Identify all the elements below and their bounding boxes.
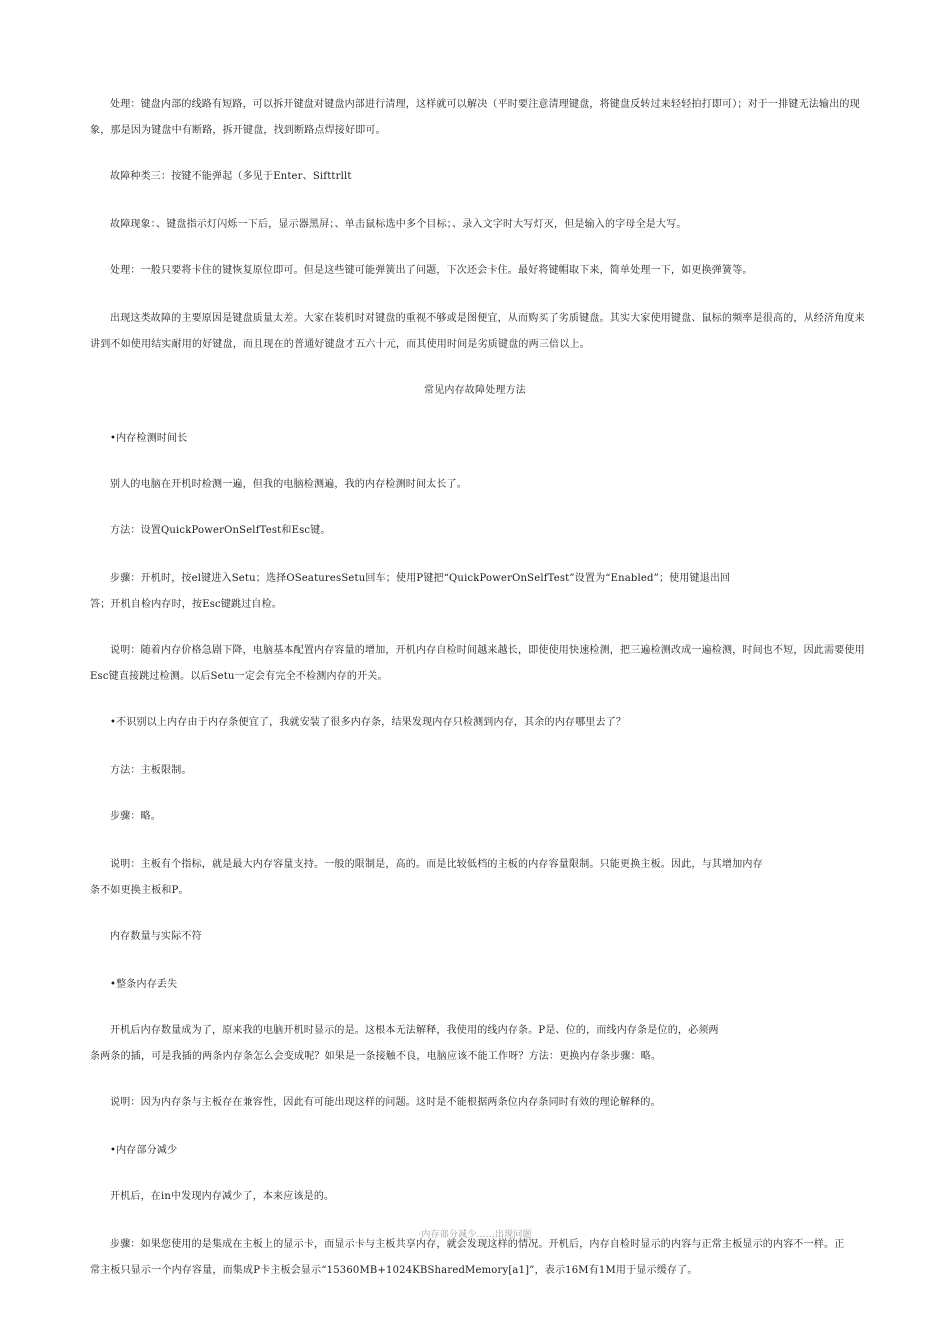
paragraph-line: 方法：主板限制。 — [110, 765, 192, 776]
paragraph-line: 开机后，在in中发现内存减少了，本来应该是的。 — [110, 1191, 335, 1202]
paragraph-line: 开机后内存数量成为了，原来我的电脑开机时显示的是。这根本无法解释，我使用的线内存条。P是、位的，而线内存条是位的，必须两 — [110, 1025, 719, 1036]
paragraph-line: 故障现象：、键盘指示灯闪烁一下后，显示器黑屏；、单击鼠标选中多个目标；、录入文字时大写灯灭，但是输入的字母全是大写。 — [110, 219, 687, 230]
paragraph-line: 步骤：略。 — [110, 811, 161, 822]
bullet-heading: •内存检测时间长 — [110, 433, 188, 444]
paragraph-line: 方法：设置QuickPowerOnSelfTest和Esc键。 — [110, 525, 331, 536]
paragraph-line: Esc键直接跳过检测。以后Setu一定会有完全不检测内存的开关。 — [90, 671, 388, 682]
paragraph-line: 处理：一般只要将卡住的键恢复原位即可。但是这些键可能弹簧出了问题，下次还会卡住。最好将键帽取下来，简单处理一下，如更换弹簧等。 — [110, 265, 753, 276]
paragraph-line: 说明：随着内存价格急剧下降，电脑基本配置内存容量的增加，开机内存自检时间越来越长，即使使用快速检测，把三遍检测改成一遍检测，时间也不短，因此需要使用 — [110, 645, 865, 656]
paragraph-line: 说明：因为内存条与主板存在兼容性，因此有可能出现这样的问题。这时是不能根据两条位内存条同时有效的理论解释的。 — [110, 1097, 661, 1108]
paragraph-line: 处理：键盘内部的线路有短路，可以拆开键盘对键盘内部进行清理，这样就可以解决（平时要注意清理键盘，将键盘反转过来轻轻拍打即可）；对于一排键无法输出的现 — [110, 99, 860, 110]
paragraph-line: 说明：主板有个指标，就是最大内存容量支持。一般的限制是，高的。而是比较低档的主板的内存容量限制。只能更换主板。因此，与其增加内存 — [110, 859, 763, 870]
paragraph-line: 条不如更换主板和P。 — [90, 885, 189, 896]
paragraph-line: 常主板只显示一个内存容量，而集成P卡主板会显示“15360MB+1024KBSharedMemory[a1]”，表示16M有1M用于显示缓存了。 — [90, 1265, 698, 1276]
paragraph-line: 象，那是因为键盘中有断路，拆开键盘，找到断路点焊接好即可。 — [90, 125, 386, 136]
subsection-heading: 内存数量与实际不符 — [110, 931, 202, 942]
paragraph-line: 别人的电脑在开机时检测一遍，但我的电脑检测遍，我的内存检测时间太长了。 — [110, 479, 467, 490]
overlapping-faint-text: ·内存部分减少……出现问题 — [418, 1230, 532, 1240]
paragraph-line: 讲到不如使用结实耐用的好键盘，而且现在的普通好键盘才五六十元，而其使用时间是劣质键盘的两三倍以上。 — [90, 339, 590, 350]
paragraph-line: 步骤：如果您使用的是集成在主板上的显示卡，而显示卡与主板共享内存，就会发现这样的情况。开机后，内存自检时显示的内容与正常主板显示的内容不一样。正 — [110, 1239, 845, 1250]
paragraph-line: 条两条的插，可是我插的两条内存条怎么会变成呢？如果是一条接触不良，电脑应该不能工作呀？方法：更换内存条步骤：略。 — [90, 1051, 662, 1062]
section-heading: 常见内存故障处理方法 — [424, 385, 526, 396]
bullet-heading: •不识别以上内存由于内存条便宜了，我就安装了很多内存条，结果发现内存只检测到内存，其余的内存哪里去了？ — [110, 717, 627, 728]
bullet-heading: •内存部分减少 — [110, 1145, 178, 1156]
paragraph-line: 出现这类故障的主要原因是键盘质量太差。大家在装机时对键盘的重视不够或是图便宜，从而购买了劣质键盘。其实大家使用键盘、鼠标的频率是很高的，从经济角度来 — [110, 313, 865, 324]
bullet-heading: •整条内存丢失 — [110, 979, 178, 990]
paragraph-line: 步骤：开机时，按el键进入Setu；选择OSeaturesSetu回车；使用P键把“QuickPowerOnSelfTest”设置为“Enabled”；使用键退出回 — [110, 573, 731, 584]
paragraph-line: 答；开机自检内存时，按Esc键跳过自检。 — [90, 599, 283, 610]
paragraph-line: 故障种类三：按键不能弹起（多见于Enter、Sifttrllt — [110, 171, 352, 182]
